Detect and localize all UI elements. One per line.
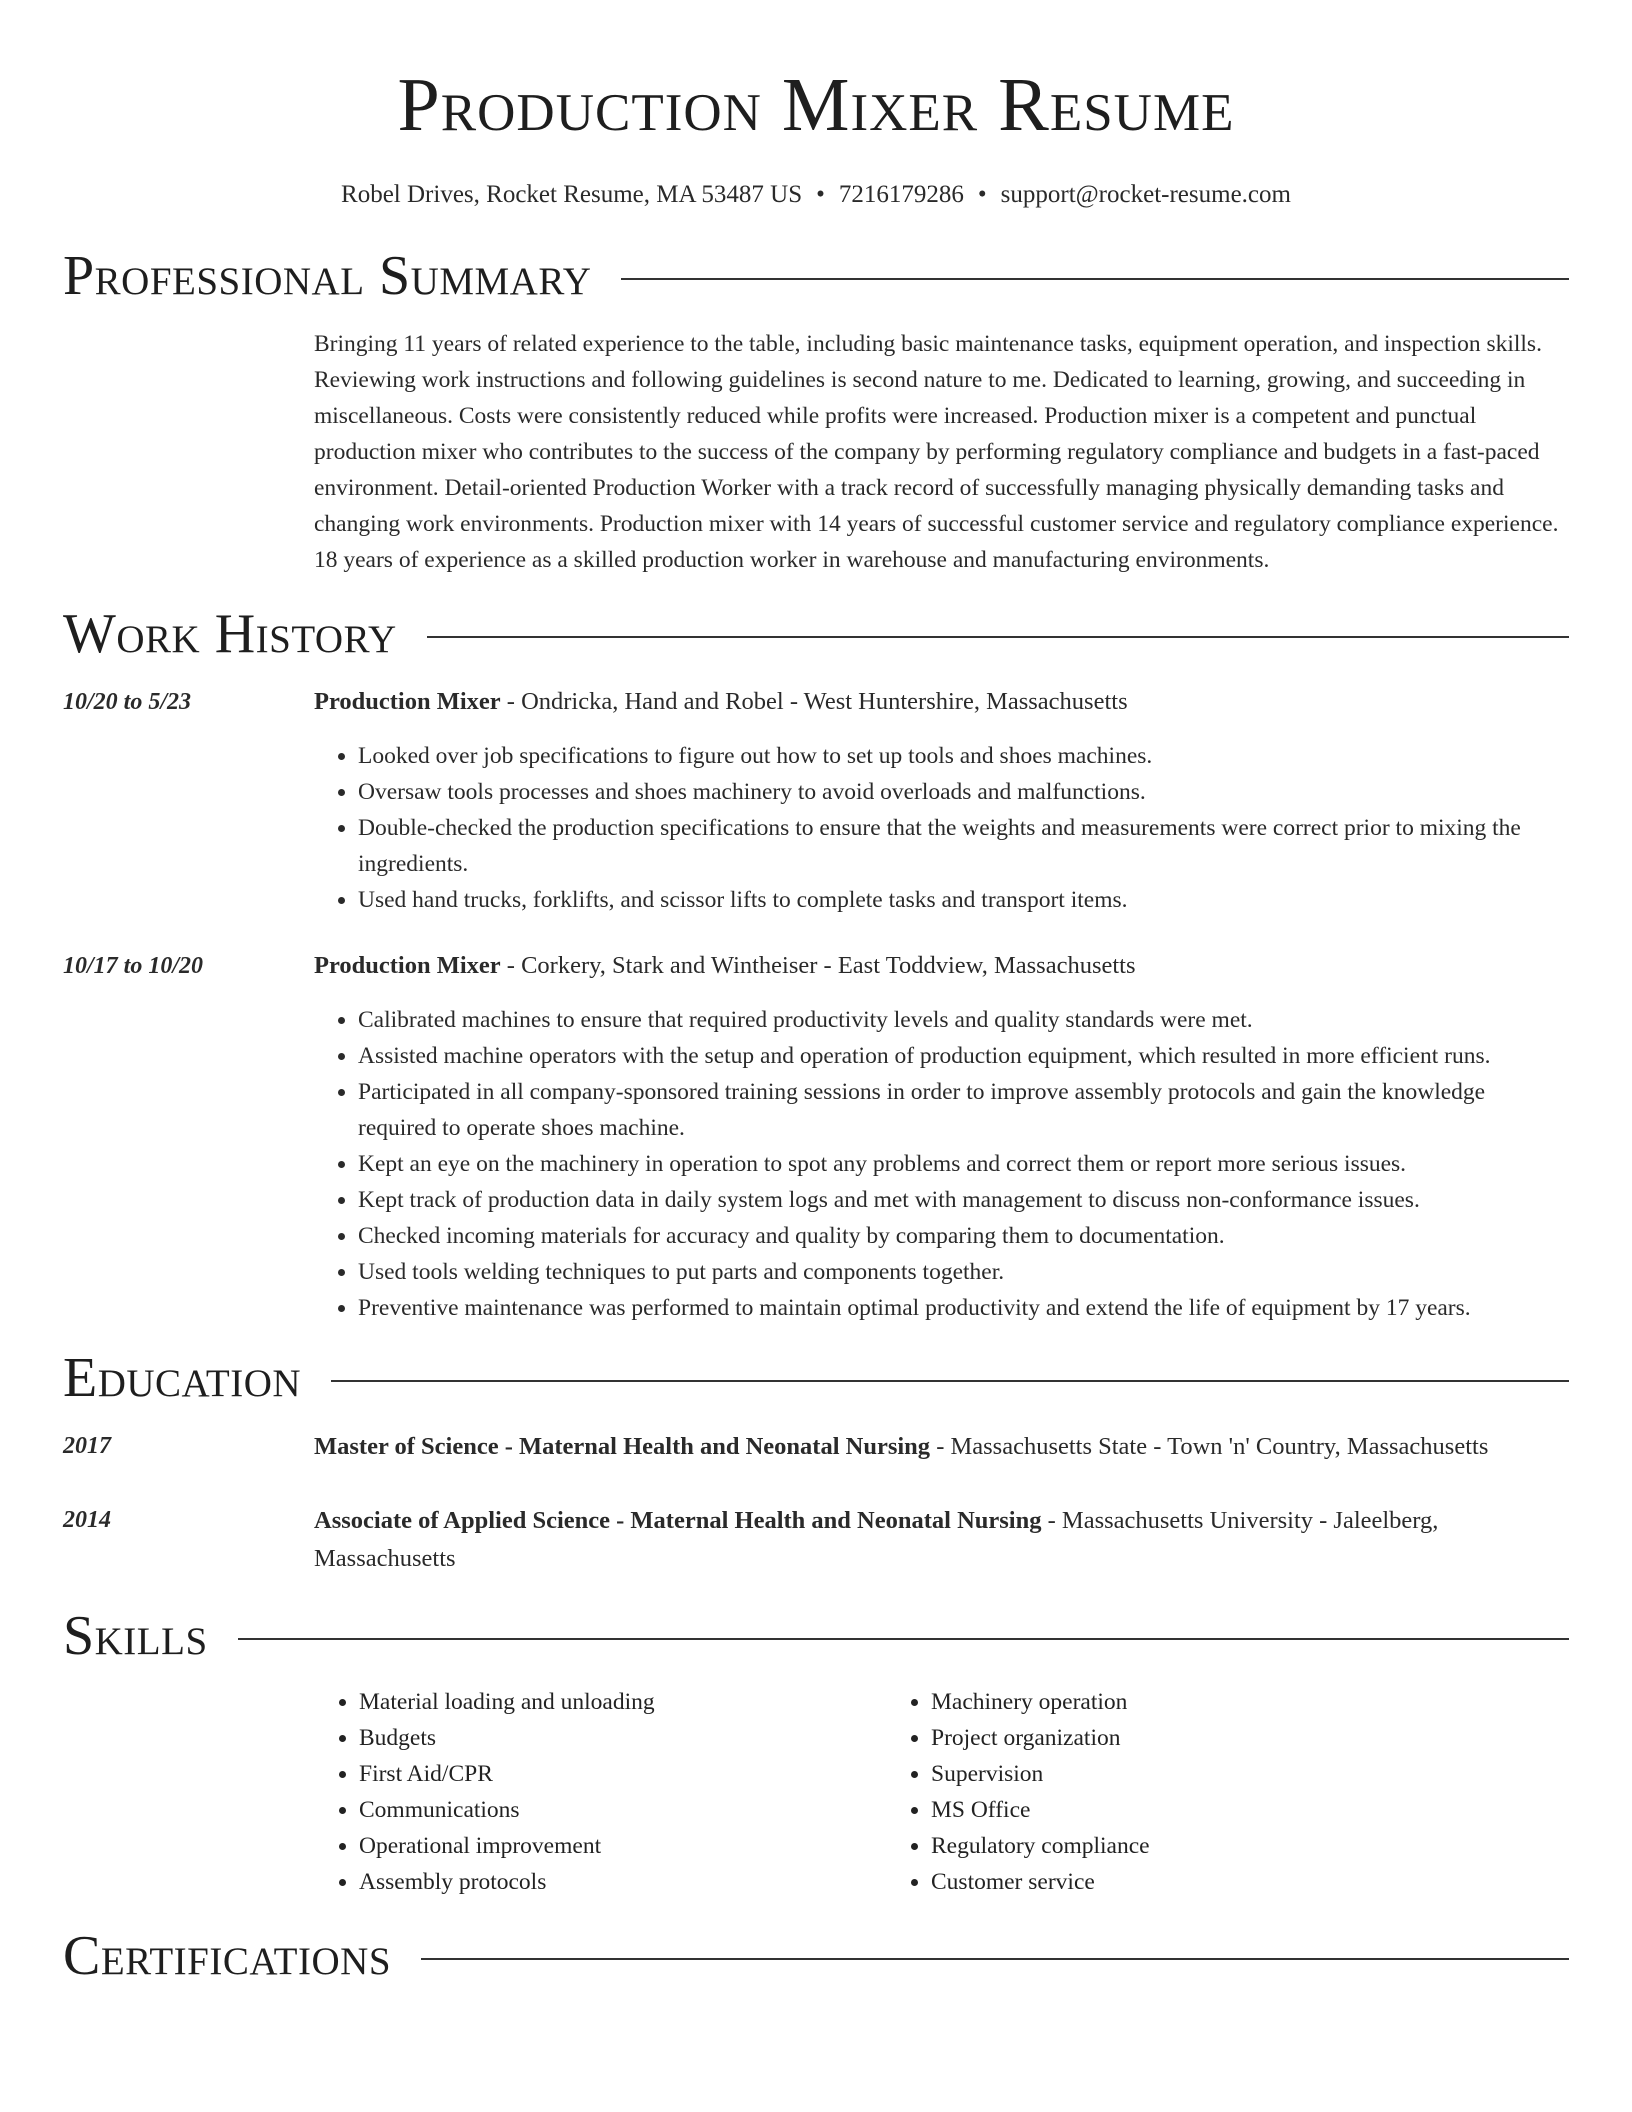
job-entry	[63, 684, 1569, 918]
job-bullet: • Double-checked the production specifications to ensure that the weights and measurements were correct prior to mixing the ingredients.	[358, 810, 1569, 882]
job-heading	[314, 948, 1569, 984]
education-school: - Massachusetts University - Jaleelberg, Massachusetts	[314, 1507, 1439, 1572]
job-bullet: • Kept an eye on the machinery in operation to spot any problems and correct them or report more serious issues.	[358, 1146, 1569, 1182]
section-divider	[238, 1638, 1569, 1640]
section-heading-certifications	[63, 1926, 1569, 1986]
section-heading-skills	[63, 1606, 1569, 1666]
education-degree: Associate of Applied Science - Maternal Health and Neonatal Nursing	[314, 1507, 1042, 1534]
job-bullet: • Calibrated machines to ensure that required productivity levels and quality standards were met.	[358, 1002, 1569, 1038]
job-title: Production Mixer	[314, 688, 501, 715]
job-details	[314, 948, 1569, 1326]
section-title-work: Work History	[63, 603, 397, 665]
job-heading	[314, 684, 1569, 720]
job-entry	[63, 948, 1569, 1326]
job-bullet: • Oversaw tools processes and shoes machinery to avoid overloads and malfunctions.	[358, 774, 1569, 810]
section-title-skills: Skills	[63, 1605, 208, 1667]
work-history-list	[63, 684, 1569, 1326]
skill-item: • Budgets	[359, 1720, 887, 1756]
job-details	[314, 684, 1569, 918]
skills-list-right	[887, 1684, 1569, 1900]
skill-item: • Supervision	[931, 1756, 1569, 1792]
job-bullet: • Kept track of production data in daily system logs and met with management to discuss non-conformance issues.	[358, 1182, 1569, 1218]
section-heading-summary	[63, 246, 1569, 306]
section-divider	[421, 1958, 1569, 1960]
skill-item: • Customer service	[931, 1864, 1569, 1900]
contact-address: Robel Drives, Rocket Resume, MA 53487 US	[341, 181, 803, 208]
job-employer: - Corkery, Stark and Wintheiser - East Toddview, Massachusetts	[500, 952, 1136, 979]
education-details	[314, 1428, 1569, 1466]
skill-item: • Assembly protocols	[359, 1864, 887, 1900]
skill-item: • Regulatory compliance	[931, 1828, 1569, 1864]
section-divider	[331, 1380, 1569, 1382]
skill-item: • MS Office	[931, 1792, 1569, 1828]
education-entry	[63, 1428, 1569, 1466]
contact-line	[63, 180, 1569, 210]
section-heading-education	[63, 1348, 1569, 1408]
section-title-summary: Professional Summary	[63, 245, 592, 307]
job-bullet: • Participated in all company-sponsored training sessions in order to improve assembly protocols and gain the knowledge required to operate shoes machine.	[358, 1074, 1569, 1146]
section-title-education: Education	[63, 1347, 302, 1409]
job-bullet: • Checked incoming materials for accuracy and quality by comparing them to documentation.	[358, 1218, 1569, 1254]
job-bullet: • Looked over job specifications to figure out how to set up tools and shoes machines.	[358, 738, 1569, 774]
job-dates: 10/17 to 10/20	[63, 953, 204, 979]
job-bullet: • Assisted machine operators with the setup and operation of production equipment, which resulted in more efficient runs.	[358, 1038, 1569, 1074]
education-year: 2014	[63, 1507, 111, 1533]
skills-list-left	[315, 1684, 887, 1900]
job-title: Production Mixer	[314, 952, 501, 979]
summary-spacer	[63, 326, 314, 578]
summary-text: Bringing 11 years of related experience to the table, including basic maintenance tasks, equipment operation, and inspection skills. Reviewing work instructions and following guidelines is second nature to me. Dedicated to learning, growing, and succeeding in miscellaneous. Costs were consistently reduced while profits were increased. Production mixer is a competent and punctual production mixer who contributes to the success of the company by performing regulatory compliance and budgets in a fast-paced environment. Detail-oriented Production Worker with a track record of successfully managing physically demanding tasks and changing work environments. Production mixer with 14 years of successful customer service and regulatory compliance experience. 18 years of experience as a skilled production worker in warehouse and manufacturing environments.	[314, 331, 1559, 573]
job-employer: - Ondricka, Hand and Robel - West Huntershire, Massachusetts	[500, 688, 1128, 715]
skill-item: • Machinery operation	[931, 1684, 1569, 1720]
job-bullets	[314, 1002, 1569, 1326]
contact-separator: •	[977, 181, 987, 208]
education-list	[63, 1428, 1569, 1578]
job-bullet: • Used tools welding techniques to put parts and components together.	[358, 1254, 1569, 1290]
page-title: Production Mixer Resume	[397, 63, 1235, 147]
skills-spacer	[63, 1684, 315, 1900]
education-degree: Master of Science - Maternal Health and Neonatal Nursing	[314, 1433, 931, 1460]
section-divider	[621, 278, 1569, 280]
skill-item: • Project organization	[931, 1720, 1569, 1756]
skill-item: • Communications	[359, 1792, 887, 1828]
job-bullets	[314, 738, 1569, 918]
job-bullet: • Used hand trucks, forklifts, and scissor lifts to complete tasks and transport items.	[358, 882, 1569, 918]
job-dates: 10/20 to 5/23	[63, 689, 192, 715]
skill-item: • First Aid/CPR	[359, 1756, 887, 1792]
section-divider	[427, 636, 1569, 638]
education-year: 2017	[63, 1433, 111, 1459]
skills-block	[63, 1684, 1569, 1900]
skill-item: • Operational improvement	[359, 1828, 887, 1864]
education-entry	[63, 1502, 1569, 1578]
skill-item: • Material loading and unloading	[359, 1684, 887, 1720]
education-school: - Massachusetts State - Town 'n' Country, Massachusetts	[930, 1433, 1489, 1460]
contact-phone: 7216179286	[838, 181, 964, 208]
job-bullet: • Preventive maintenance was performed to maintain optimal productivity and extend the life of equipment by 17 years.	[358, 1290, 1569, 1326]
education-details	[314, 1502, 1569, 1578]
summary-block	[63, 326, 1569, 578]
section-title-certifications: Certifications	[63, 1925, 392, 1987]
contact-email: support@rocket-resume.com	[1000, 181, 1291, 208]
contact-separator: •	[816, 181, 825, 208]
section-heading-work	[63, 604, 1569, 664]
